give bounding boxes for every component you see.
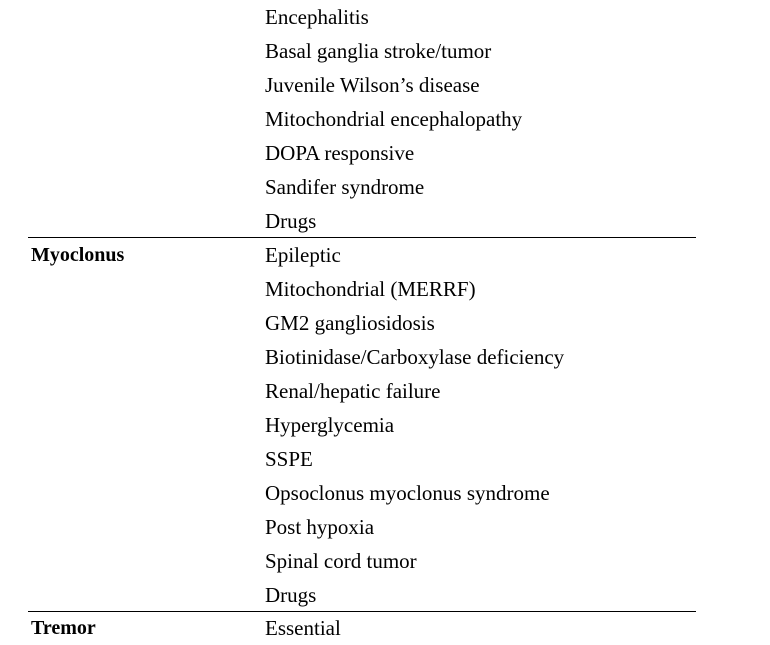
- list-item: Essential: [265, 616, 341, 640]
- list-item: Biotinidase/Carboxylase deficiency: [265, 345, 565, 369]
- item-list: [265, 611, 341, 645]
- list-item: Spinal cord tumor: [265, 549, 417, 573]
- item-list: [265, 238, 564, 612]
- category-label: Myoclonus: [31, 244, 125, 266]
- list-item: Drugs: [265, 209, 317, 233]
- list-item: GM2 gangliosidosis: [265, 311, 435, 335]
- row-divider: [28, 611, 696, 612]
- list-item: Hyperglycemia: [265, 413, 395, 437]
- list-item: Drugs: [265, 583, 317, 607]
- list-item: Epileptic: [265, 243, 341, 267]
- list-item: Juvenile Wilson’s disease: [265, 73, 480, 97]
- list-item: Sandifer syndrome: [265, 175, 425, 199]
- list-item: Basal ganglia stroke/tumor: [265, 39, 492, 63]
- list-item: Post hypoxia: [265, 515, 375, 539]
- list-item: Mitochondrial (MERRF): [265, 277, 476, 301]
- category-label: Tremor: [31, 617, 96, 639]
- list-item: Renal/hepatic failure: [265, 379, 441, 403]
- list-item: Encephalitis: [265, 5, 369, 29]
- list-item: Mitochondrial encephalopathy: [265, 107, 523, 131]
- item-list: [265, 0, 522, 238]
- list-item: Opsoclonus myoclonus syndrome: [265, 481, 550, 505]
- list-item: SSPE: [265, 447, 313, 471]
- list-item: DOPA responsive: [265, 141, 415, 165]
